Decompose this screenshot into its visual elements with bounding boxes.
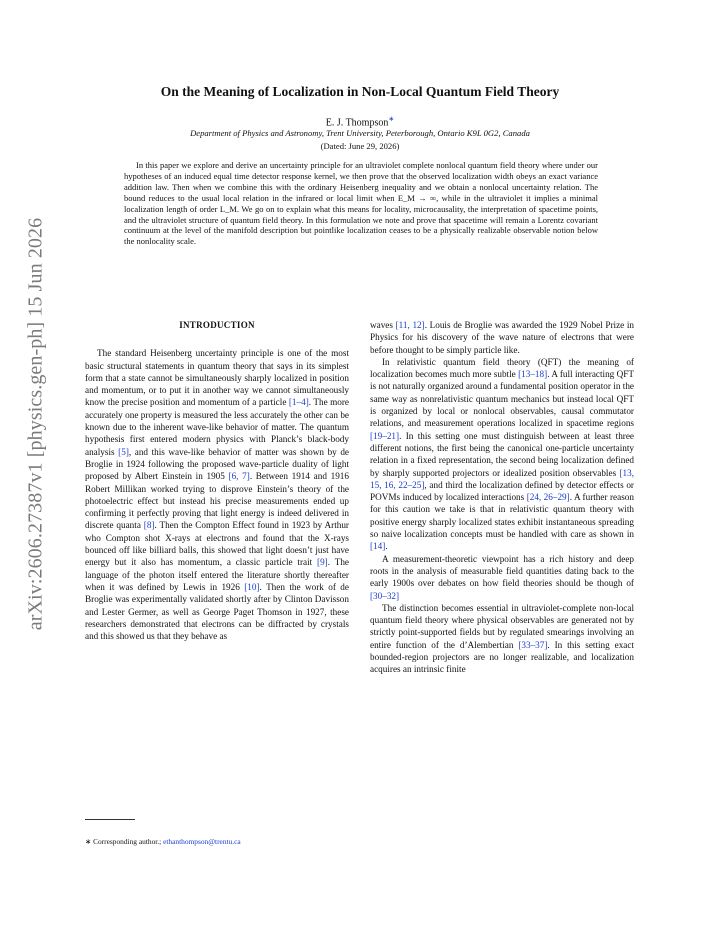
body-text: In relativistic quantum field theory (QFT) the meaning of localization becomes much more subtle	[370, 356, 634, 380]
footnote-divider	[85, 819, 135, 820]
paragraph	[370, 553, 634, 602]
citation-link[interactable]: [8]	[143, 520, 155, 531]
footnote-text: Corresponding author.;	[93, 837, 162, 846]
paragraph	[370, 602, 634, 676]
citation-link[interactable]: [24, 26–29]	[526, 492, 570, 503]
citation-link[interactable]: [30–32]	[370, 590, 400, 601]
citation-link[interactable]: [9]	[317, 557, 328, 568]
body-text: . The more accurately one property is measured the less accurately the other can be known due to the inherent wave-like behavior of matter. The quantum hypothesis first entered modern physics with Planck’s black-body analysis	[85, 397, 350, 457]
citation-link[interactable]: [10]	[244, 581, 260, 592]
body-text: A measurement-theoretic viewpoint has a rich history and deep roots in the analysis of measurable field quantities dating back to the early 1900s over debates on how field theories should be though of	[370, 553, 634, 589]
citation-link[interactable]: [6, 7]	[228, 471, 250, 482]
body-text: waves	[370, 320, 396, 330]
arxiv-sidebar	[0, 0, 70, 932]
body-text: . A further reason for this caution we take is that in relativistic quantum theory with positive energy sharply localized states exhibit instantaneous spreading so naive localization concepts must be handled with care as shown in	[370, 492, 634, 540]
body-text: . A full interacting QFT is not naturally organized around a fundamental position operator in the same way as nonrelativistic quantum mechanics but instead local QFT is organized by local or nonlocal observables, causal commutator relations, and measurement operations localized in spacetime regions	[370, 369, 634, 429]
body-text: . In this setting one must distinguish between at least three different notions, the first being the canonical one-particle uncertainty relation in a fixed representation, the second being localization defined by sharply supported projectors or idealized position observables	[370, 430, 634, 478]
paragraph	[85, 347, 349, 642]
body-text: The distinction becomes essential in ultraviolet-complete non-local quantum field theory where physical observables are generated not by strictly point-supported fields but by regulated smearings involving an entire function of the d’Alembertian	[370, 602, 634, 650]
left-column	[85, 319, 349, 642]
citation-link[interactable]: [19–21]	[370, 430, 400, 441]
right-column	[370, 319, 634, 676]
body-text: . Then the Compton Effect found in 1923 by Arthur who Compton shot X-rays at electrons and found that the X-rays bounced off like billiard balls, this showed that light doesn’t just have energy but it also has momentum, a classic particle trait	[85, 520, 349, 568]
citation-link[interactable]: [5]	[118, 446, 129, 457]
author-email-link[interactable]: ethanthompson@trentu.ca	[163, 837, 241, 846]
body-text: The standard Heisenberg uncertainty principle is one of the most basic structural statements in quantum theory that says in its simplest form that a state cannot be simultaneously sharply localized in position and momentum, or to put it in another way we cannot simultaneously know the precise position and momentum of a particle	[85, 348, 349, 408]
body-text: . In this setting exact bounded-region projectors are no longer realizable, and localization acquires an intrinsic finite	[370, 639, 634, 675]
body-text: , and third the localization defined by detector effects or POVMs induced by localized interactions	[370, 479, 634, 503]
citation-link[interactable]: [13, 15, 16, 22–25]	[370, 467, 634, 490]
author-footnote-mark[interactable]: ∗	[388, 115, 395, 123]
citation-link[interactable]: [11, 12]	[395, 320, 425, 330]
footnote	[85, 837, 355, 846]
citation-link[interactable]: [1–4]	[288, 397, 309, 408]
arxiv-identifier: arXiv:2606.27387v1 [physics.gen-ph] 15 Jun 2026	[24, 217, 47, 631]
author-line	[90, 115, 630, 128]
body-text: . Louis de Broglie was awarded the 1929 Nobel Prize in Physics for his discovery of the wave nature of electrons that were before thought to be simply particle like.	[370, 320, 635, 355]
body-text: , and this wave-like behavior of matter was shown by de Broglie in 1924 following the proposed wave-particle duality of light proposed by Albert Einstein in 1905	[85, 446, 349, 482]
citation-link[interactable]: [33–37]	[518, 639, 548, 650]
citation-link[interactable]: [14]	[370, 541, 386, 552]
body-text: . The language of the photon itself entered the literature shortly thereafter when it was defined by Lewis in 1926	[85, 557, 349, 592]
paper-title: On the Meaning of Localization in Non-Local Quantum Field Theory	[160, 84, 560, 99]
body-text: . Between 1914 and 1916 Robert Millikan worked trying to disprove Einstein’s theory of the photoelectric effect but instead his precise measurements ended up confirming it perfectly proving that light energy is indeed delivered in discrete quanta	[85, 471, 349, 531]
body-text: .	[385, 541, 388, 552]
abstract: In this paper we explore and derive an uncertainty principle for an ultraviolet complete nonlocal quantum field theory where under our hypotheses of an induced equal time detector response kernel, we then prove that the observed localization width obeys an exact variance addition law. Then when we combine this with the ordinary Heisenberg inequality and we obtain a nonlocal uncertainty relation. The bound reduces to the usual local relation in the infrared or local limit when E_M → ∞, while in the ultraviolet it implies a minimal localization length of order L_M. We go on to explain what this means for locality, microcausality, the interpretation of spacetime points, and the ultraviolet structure of quantum field theory. In this formulation we note and prove that spacetime will remain a Lorentz covariant continuum at the level of the manifold description but pointlike localization ceases to be a physically realizable observable notion below the nonlocality scale.	[124, 160, 598, 247]
body-text: . Then the work of de Broglie was experimentally validated shortly after by Clinton Davisson and Lester Germer, as well as George Paget Thomson in 1927, these researchers demonstrated that electrons can be diffracted by crystals and this showed us that they behave as	[85, 581, 349, 642]
section-heading: INTRODUCTION	[179, 320, 255, 330]
paragraph	[370, 319, 634, 356]
dated-line: (Dated: June 29, 2026)	[320, 141, 400, 151]
author-name: E. J. Thompson	[325, 117, 389, 129]
footnote-mark: ∗	[85, 837, 92, 846]
paragraph	[370, 356, 634, 553]
affiliation: Department of Physics and Astronomy, Trent University, Peterborough, Ontario K9L 0G2, Canada	[190, 128, 530, 138]
citation-link[interactable]: [13–18]	[518, 369, 548, 380]
